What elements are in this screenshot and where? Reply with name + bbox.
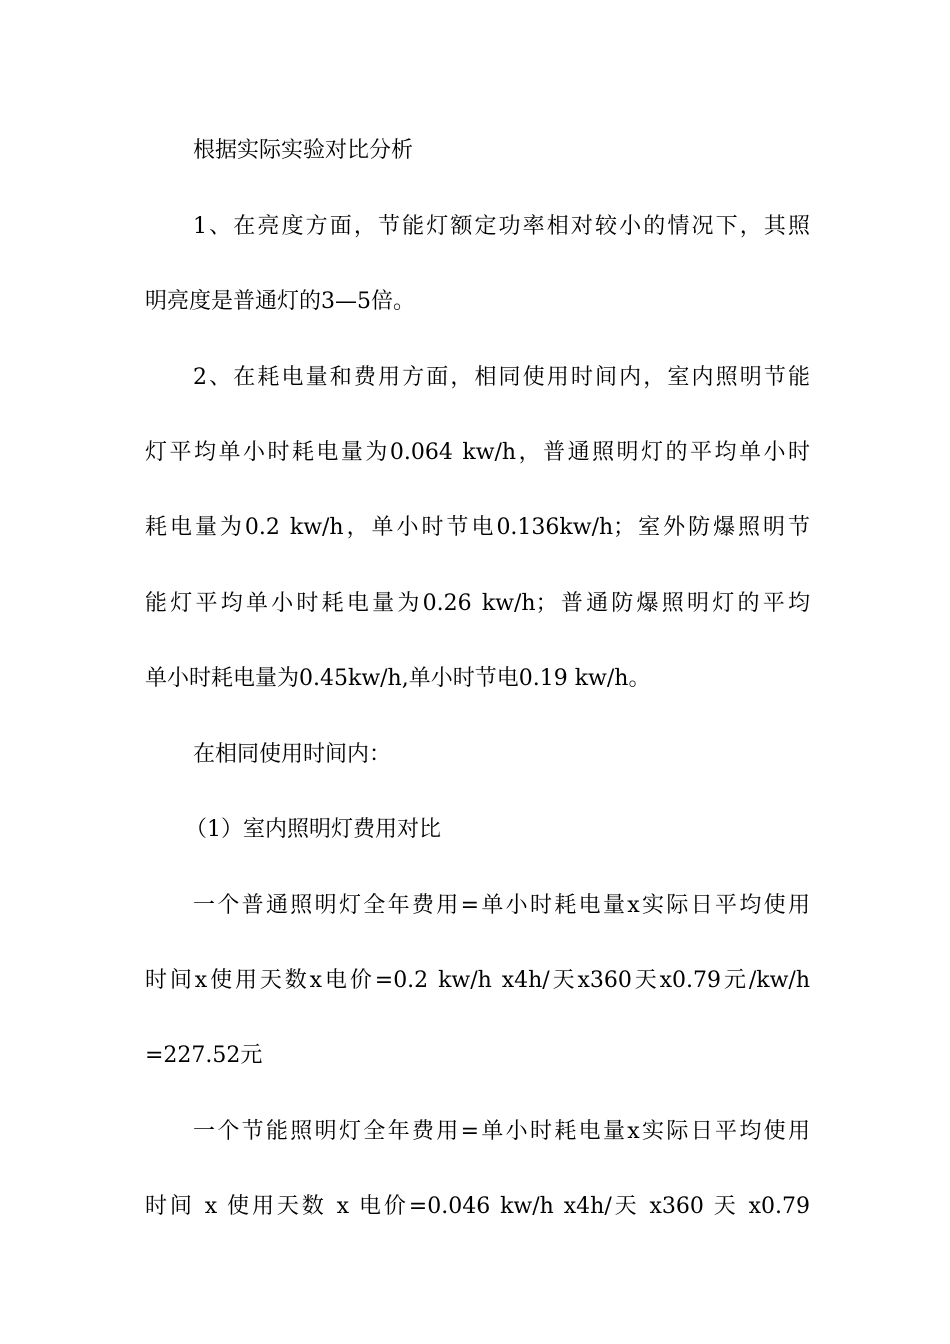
paragraph-2-line-4: 能灯平均单小时耗电量为0.26 kw/h；普通防爆照明灯的平均 [145,591,810,616]
paragraph-2-line-5: 单小时耗电量为0.45kw/h,单小时节电0.19 kw/h。 [145,666,651,691]
paragraph-3: 在相同使用时间内： [193,742,392,767]
section-heading-indoor-lighting: （1）室内照明灯费用对比 [185,817,441,842]
paragraph-2-line-2: 灯平均单小时耗电量为0.064 kw/h，普通照明灯的平均单小时 [145,440,810,465]
paragraph-5-line-1: 一个节能照明灯全年费用=单小时耗电量x实际日平均使用 [193,1119,810,1144]
paragraph-4-line-3: =227.52元 [145,1043,263,1068]
paragraph-4-line-1: 一个普通照明灯全年费用=单小时耗电量x实际日平均使用 [193,893,810,918]
paragraph-4-line-2: 时间x使用天数x电价=0.2 kw/h x4h/天x360天x0.79元/kw/h [145,968,810,993]
paragraph-1-line-2: 明亮度是普通灯的3—5倍。 [145,289,415,314]
paragraph-2-line-3: 耗电量为0.2 kw/h，单小时节电0.136kw/h；室外防爆照明节 [145,515,810,540]
paragraph-5-line-2: 时间 x 使用天数 x 电价=0.046 kw/h x4h/天 x360 天 x0.79 [145,1194,810,1219]
paragraph-2-line-1: 2、在耗电量和费用方面，相同使用时间内，室内照明节能 [193,365,810,390]
paragraph-1-line-1: 1、在亮度方面，节能灯额定功率相对较小的情况下，其照 [193,214,810,239]
paragraph-heading: 根据实际实验对比分析 [193,138,414,163]
